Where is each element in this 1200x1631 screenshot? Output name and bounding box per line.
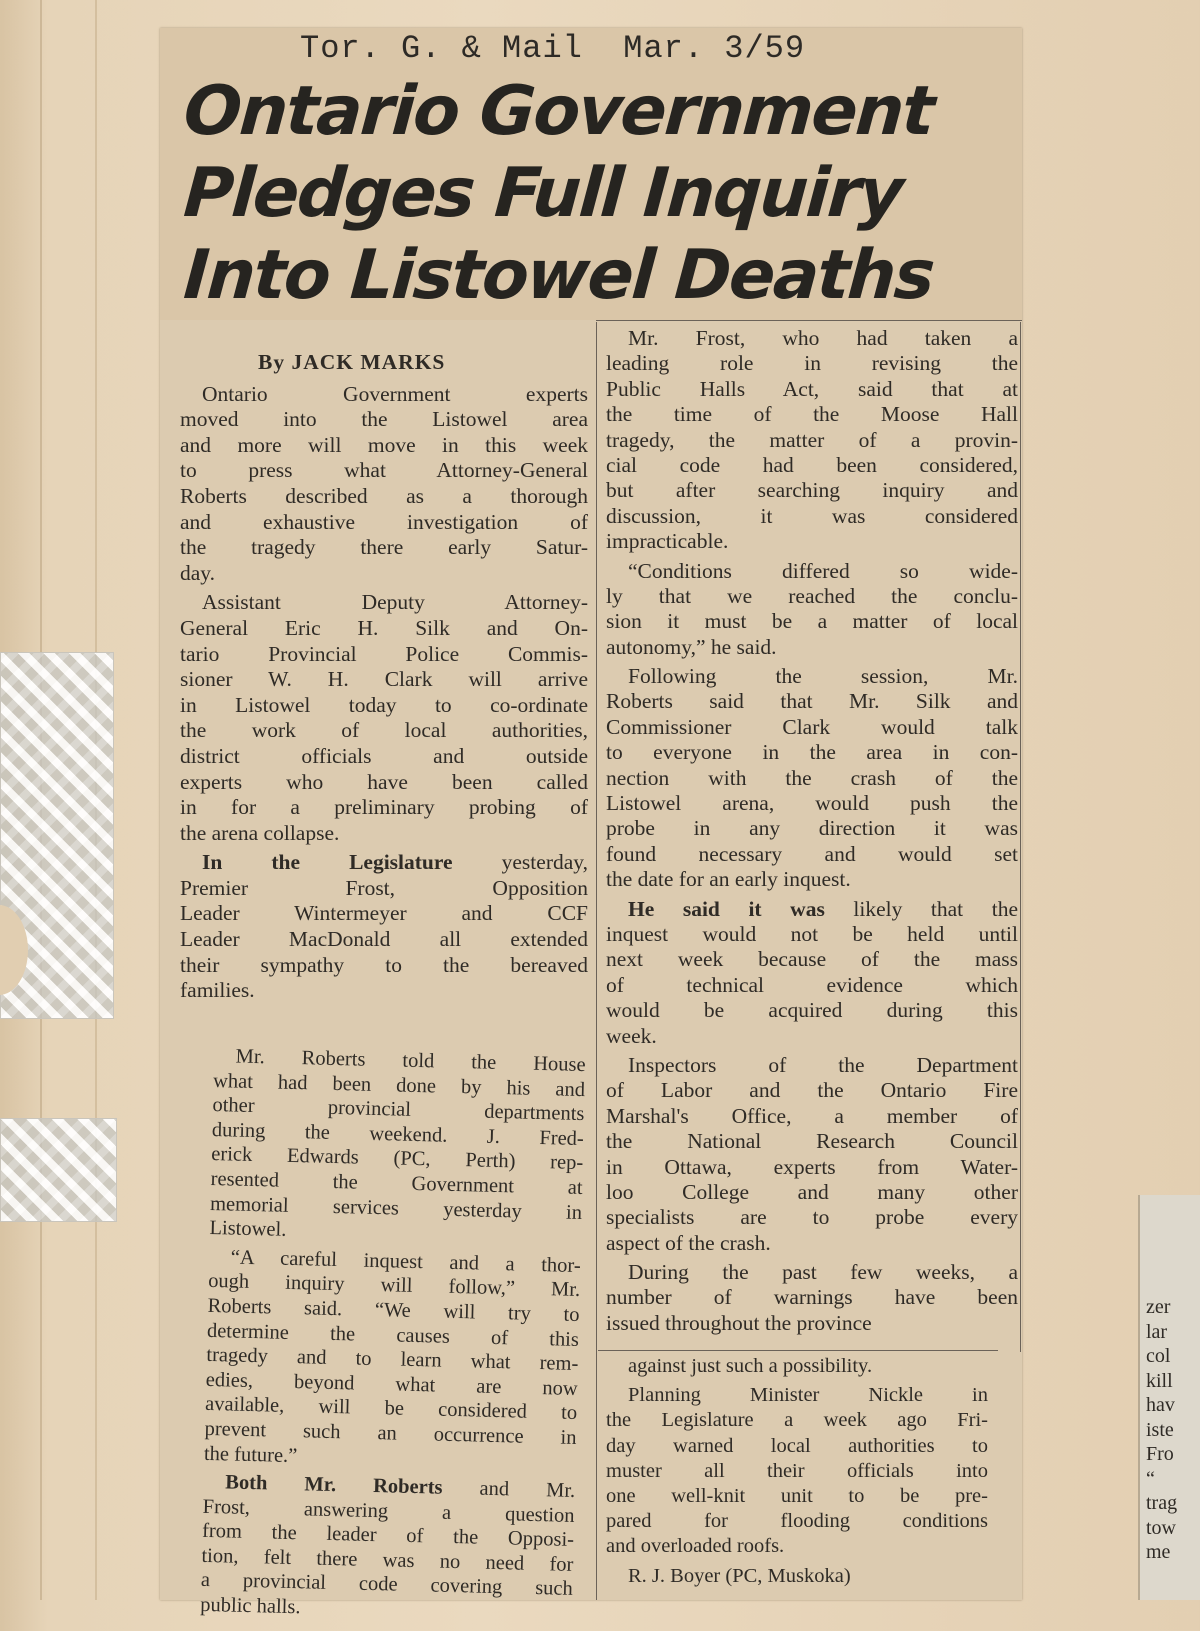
text-line: the time of the Moose Hall bbox=[606, 402, 1018, 427]
clipping-edge bbox=[596, 320, 1022, 321]
paragraph bbox=[606, 897, 1018, 1049]
text-line: tragedy, the matter of a provin- bbox=[606, 427, 1018, 452]
text-line: issued throughout the province bbox=[606, 1310, 872, 1335]
text-line: impracticable. bbox=[606, 529, 729, 554]
text-line: During the past few weeks, a bbox=[628, 1260, 1018, 1285]
text-line: their sympathy to the bereaved bbox=[180, 952, 588, 977]
text-line: Marshal's Office, a member of bbox=[606, 1103, 1018, 1128]
text-line: aspect of the crash. bbox=[606, 1230, 771, 1255]
paragraph bbox=[606, 1053, 1018, 1256]
text-line: “A careful inquest and a thor- bbox=[230, 1246, 581, 1277]
text-fragment: trag bbox=[1146, 1492, 1178, 1514]
text-line: erick Edwards (PC, Perth) rep- bbox=[211, 1143, 584, 1175]
text-line: Listowel. bbox=[209, 1217, 287, 1241]
text-line: week. bbox=[606, 1023, 657, 1048]
text-fragment: kill bbox=[1146, 1369, 1173, 1392]
text-line: General Eric H. Silk and On- bbox=[180, 615, 588, 640]
text-line: Following the session, Mr. bbox=[628, 664, 1018, 689]
text-line: cial code had been considered, bbox=[606, 452, 1018, 477]
text-fragment: hav bbox=[1146, 1394, 1175, 1416]
text-line: the Legislature a week ago Fri- bbox=[606, 1409, 988, 1432]
paragraph bbox=[180, 590, 588, 846]
text-line: from the leader of the Opposi- bbox=[201, 1520, 575, 1552]
text-line: experts who have been called bbox=[180, 769, 588, 794]
text-line: to everyone in the area in con- bbox=[606, 740, 1018, 765]
text-line: probe in any direction it was bbox=[606, 816, 1018, 841]
text-line: but after searching inquiry and bbox=[606, 478, 1018, 503]
article-column-left bbox=[180, 350, 588, 1008]
text-line: families. bbox=[180, 978, 255, 1003]
text-line: ly that we reached the conclu- bbox=[606, 583, 1018, 608]
text-line: ough inquiry will follow,” Mr. bbox=[207, 1270, 581, 1302]
text-line: found necessary and would set bbox=[606, 841, 1018, 866]
text-line: Premier Frost, Opposition bbox=[180, 875, 588, 900]
text-line bbox=[606, 897, 1018, 922]
text-line: the tragedy there early Satur- bbox=[180, 535, 588, 560]
text-line: Leader Wintermeyer and CCF bbox=[180, 901, 588, 926]
text-line: number of warnings have been bbox=[606, 1285, 1018, 1310]
text-fragment: yesterday, bbox=[452, 850, 588, 875]
text-line: Leader MacDonald all extended bbox=[180, 927, 588, 952]
paragraph bbox=[606, 1354, 988, 1379]
text-line: in Listowel today to co-ordinate bbox=[180, 692, 588, 717]
text-line: memorial services yesterday in bbox=[209, 1192, 583, 1224]
text-line: tario Provincial Police Commis- bbox=[180, 641, 588, 666]
text-fragment: “ bbox=[1146, 1467, 1155, 1490]
text-line: other provincial departments bbox=[212, 1094, 585, 1126]
text-line: tion, felt there was no need for bbox=[201, 1544, 574, 1576]
text-line: and exhaustive investigation of bbox=[180, 509, 588, 534]
text-line: Commissioner Clark would talk bbox=[606, 714, 1018, 739]
adhesive-tape bbox=[0, 1118, 117, 1222]
text-line: autonomy,” he said. bbox=[606, 634, 777, 659]
text-line: one well-knit unit to be pre- bbox=[606, 1484, 988, 1507]
text-line: and more will move in this week bbox=[180, 432, 588, 457]
paragraph bbox=[180, 850, 588, 1004]
text-line: Public Halls Act, said that at bbox=[606, 376, 1018, 401]
text-line: Planning Minister Nickle in bbox=[628, 1384, 988, 1407]
text-line: nection with the crash of the bbox=[606, 765, 1018, 790]
text-line: next week because of the mass bbox=[606, 947, 1018, 972]
text-fragment: and Mr. bbox=[442, 1476, 576, 1503]
text-fragment: iste bbox=[1146, 1418, 1174, 1441]
text-line: of technical evidence which bbox=[606, 972, 1018, 997]
text-line: day warned local authorities to bbox=[606, 1434, 988, 1457]
paragraph bbox=[606, 326, 1018, 555]
headline-block bbox=[160, 28, 1022, 320]
text-line: what had been done by his and bbox=[212, 1069, 586, 1101]
adjacent-clipping bbox=[1138, 1195, 1200, 1600]
paragraph bbox=[209, 1044, 586, 1250]
text-fragment: lar bbox=[1146, 1320, 1168, 1343]
text-line: inquest would not be held until bbox=[606, 921, 1018, 946]
paragraph bbox=[606, 664, 1018, 893]
text-line: during the weekend. J. Fred- bbox=[211, 1118, 585, 1150]
article-column-left-lower bbox=[200, 1044, 586, 1631]
text-line: and overloaded roofs. bbox=[606, 1535, 785, 1558]
text-line: the work of local authorities, bbox=[180, 718, 588, 743]
text-fragment: zer bbox=[1146, 1296, 1171, 1318]
text-line: the National Research Council bbox=[606, 1129, 1018, 1154]
headline-line: Pledges Full Inquiry bbox=[181, 154, 905, 233]
text-line: district officials and outside bbox=[180, 743, 588, 768]
paragraph bbox=[200, 1470, 575, 1627]
paragraph bbox=[606, 1383, 988, 1559]
lead-in: Both Mr. Roberts bbox=[225, 1471, 443, 1499]
headline-line: Ontario Government bbox=[181, 72, 936, 151]
handwritten-dateline: Tor. G. & Mail Mar. 3/59 bbox=[300, 30, 806, 67]
text-line: prevent such an occurrence in bbox=[204, 1417, 577, 1449]
text-line: Roberts described as a thorough bbox=[180, 483, 588, 508]
text-line: to press what Attorney-General bbox=[180, 458, 588, 483]
text-line: in Ottawa, experts from Water- bbox=[606, 1154, 1018, 1179]
text-line: leading role in revising the bbox=[606, 351, 1018, 376]
byline: By JACK MARKS bbox=[258, 350, 446, 374]
text-line: public halls. bbox=[200, 1593, 301, 1619]
text-line: R. J. Boyer (PC, Muskoka) bbox=[628, 1564, 851, 1587]
lead-in: He said it was bbox=[628, 896, 825, 921]
paragraph bbox=[204, 1245, 581, 1475]
text-line: moved into the Listowel area bbox=[180, 407, 588, 432]
text-fragment: tow bbox=[1146, 1516, 1176, 1539]
text-line: Listowel arena, would push the bbox=[606, 791, 1018, 816]
text-fragment: col bbox=[1146, 1345, 1171, 1367]
text-line: “Conditions differed so wide- bbox=[628, 558, 1018, 583]
article-column-right bbox=[606, 326, 1018, 1340]
text-fragment: me bbox=[1146, 1541, 1171, 1563]
text-line: sion it must be a matter of local bbox=[606, 609, 1018, 634]
text-line: sioner W. H. Clark will arrive bbox=[180, 667, 588, 692]
text-line: loo College and many other bbox=[606, 1179, 1018, 1204]
text-line: edies, beyond what are now bbox=[205, 1368, 578, 1400]
text-fragment: likely that the bbox=[824, 896, 1018, 921]
clipping-edge bbox=[598, 1350, 998, 1351]
text-line: specialists are to probe every bbox=[606, 1205, 1018, 1230]
headline-line: Into Listowel Deaths bbox=[181, 236, 936, 315]
text-line: the date for an early inquest. bbox=[606, 867, 851, 892]
paragraph bbox=[606, 1564, 988, 1589]
text-line: the future.” bbox=[203, 1442, 298, 1467]
text-line: muster all their officials into bbox=[606, 1459, 988, 1482]
paragraph bbox=[180, 382, 588, 587]
text-line: Frost, answering a question bbox=[202, 1495, 575, 1527]
text-fragment: Fro bbox=[1146, 1443, 1174, 1465]
text-line: pared for flooding conditions bbox=[606, 1510, 988, 1533]
text-line: Mr. Frost, who had taken a bbox=[628, 326, 1018, 350]
text-line: the arena collapse. bbox=[180, 820, 340, 845]
paragraph bbox=[606, 559, 1018, 661]
text-line: Ontario Government experts bbox=[202, 381, 588, 406]
text-line: Roberts said. “We will try to bbox=[207, 1294, 580, 1326]
text-line: tragedy and to learn what rem- bbox=[206, 1344, 579, 1376]
lead-in: In the Legislature bbox=[202, 850, 453, 875]
text-line: Mr. Roberts told the House bbox=[235, 1045, 586, 1077]
clipping-edge bbox=[1020, 322, 1021, 1352]
paragraph bbox=[606, 1260, 1018, 1336]
text-line: Roberts said that Mr. Silk and bbox=[606, 689, 1018, 714]
text-line: Inspectors of the Department bbox=[628, 1052, 1018, 1077]
text-line: resented the Government at bbox=[210, 1167, 583, 1200]
text-line: Assistant Deputy Attorney- bbox=[202, 590, 588, 615]
text-line: against just such a possibility. bbox=[628, 1355, 873, 1377]
text-line: in for a preliminary probing of bbox=[180, 795, 588, 820]
article-column-right-lower bbox=[606, 1354, 988, 1593]
text-line: determine the causes of this bbox=[206, 1319, 580, 1351]
text-line: available, will be considered to bbox=[204, 1393, 578, 1425]
column-rule bbox=[596, 322, 597, 1600]
text-line: discussion, it was considered bbox=[606, 503, 1018, 528]
text-line bbox=[180, 850, 588, 876]
text-line: would be acquired during this bbox=[606, 998, 1018, 1023]
text-line: of Labor and the Ontario Fire bbox=[606, 1078, 1018, 1103]
text-line: day. bbox=[180, 560, 216, 585]
text-line: a provincial code covering such bbox=[200, 1569, 574, 1601]
